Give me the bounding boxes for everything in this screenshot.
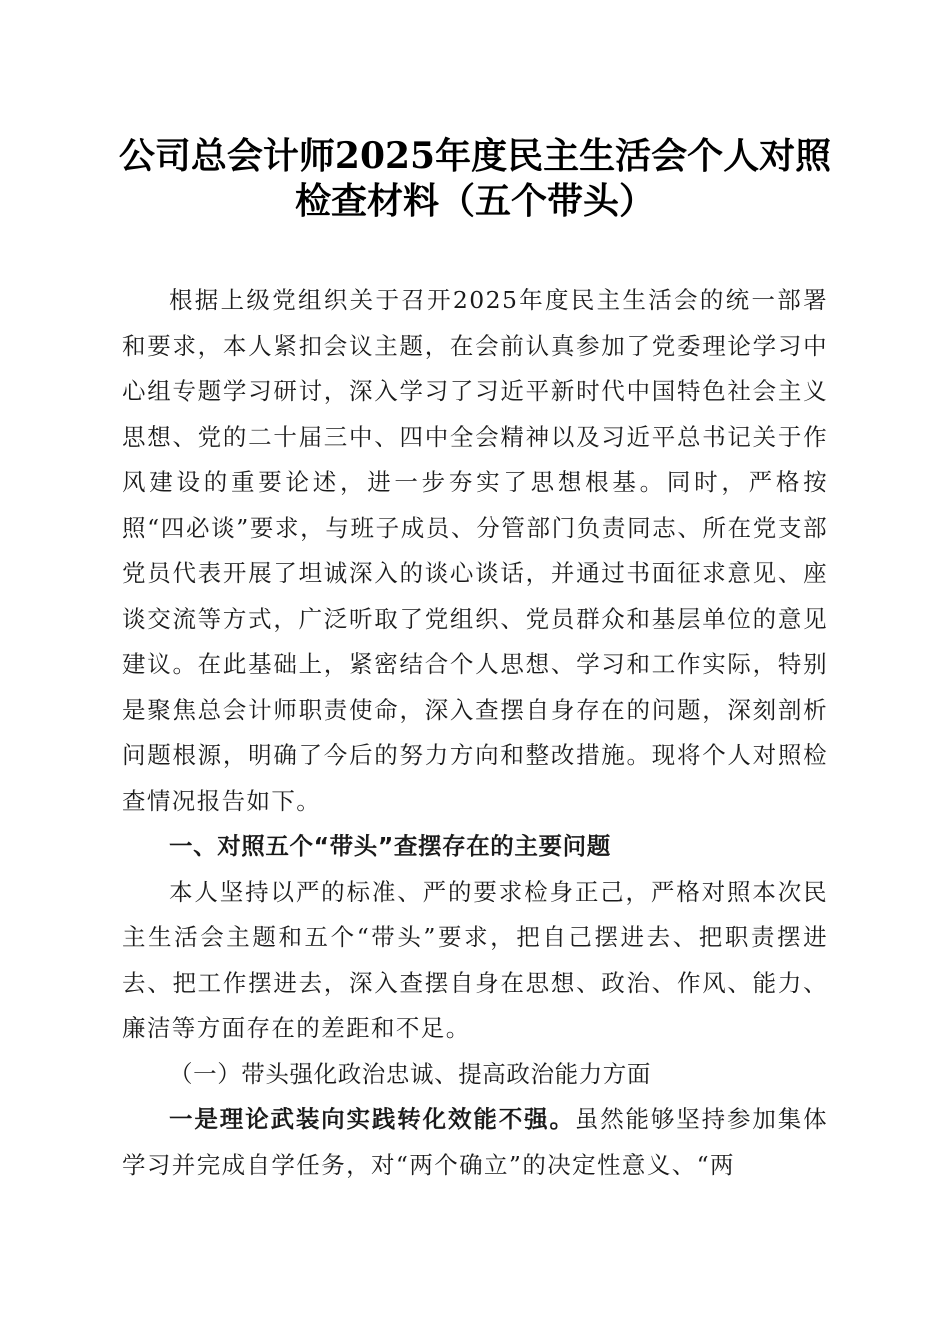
section-intro-paragraph: 本人坚持以严的标准、严的要求检身正己，严格对照本次民主生活会主题和五个“带头”要求，把自己摆进去、把职责摆进去、把工作摆进去，深入查摆自身在思想、政治、作风、能力、廉洁等方面存在的差距和不足。 bbox=[122, 877, 828, 1042]
document-title bbox=[100, 134, 850, 224]
section-heading: 一、对照五个“带头”查摆存在的主要问题 bbox=[169, 832, 611, 860]
point-text: 虽然能够坚持参加集体学习并完成自学任务，对“两个确立”的决定性意义、“两 bbox=[122, 1105, 829, 1179]
subsection-heading: （一）带头强化政治忠诚、提高政治能力方面 bbox=[169, 1059, 651, 1088]
intro-paragraph: 根据上级党组织关于召开2025年度民主生活会的统一部署和要求，本人紧扣会议主题，在会前认真参加了党委理论学习中心组专题学习研讨，深入学习了习近平新时代中国特色社会主义思想、党的二十届三中、四中全会精神以及习近平总书记关于作风建设的重要论述，进一步夯实了思想根基。同时，严格按照“四必谈”要求，与班子成员、分管部门负责同志、所在党支部党员代表开展了坦诚深入的谈心谈话，并通过书面征求意见、座谈交流等方式，广泛听取了党组织、党员群众和基层单位的意见建议。在此基础上，紧密结合个人思想、学习和工作实际，特别是聚焦总会计师职责使命，深入查摆自身存在的问题，深刻剖析问题根源，明确了今后的努力方向和整改措施。现将个人对照检查情况报告如下。 bbox=[122, 286, 828, 815]
document-body bbox=[122, 278, 828, 1188]
point-paragraph bbox=[122, 1097, 828, 1188]
title-line-1: 公司总会计师2025年度民主生活会个人对照 bbox=[118, 135, 832, 177]
title-line-2: 检查材料（五个带头） bbox=[294, 180, 655, 222]
point-lead: 一是理论武装向实践转化效能不强。 bbox=[169, 1105, 575, 1133]
